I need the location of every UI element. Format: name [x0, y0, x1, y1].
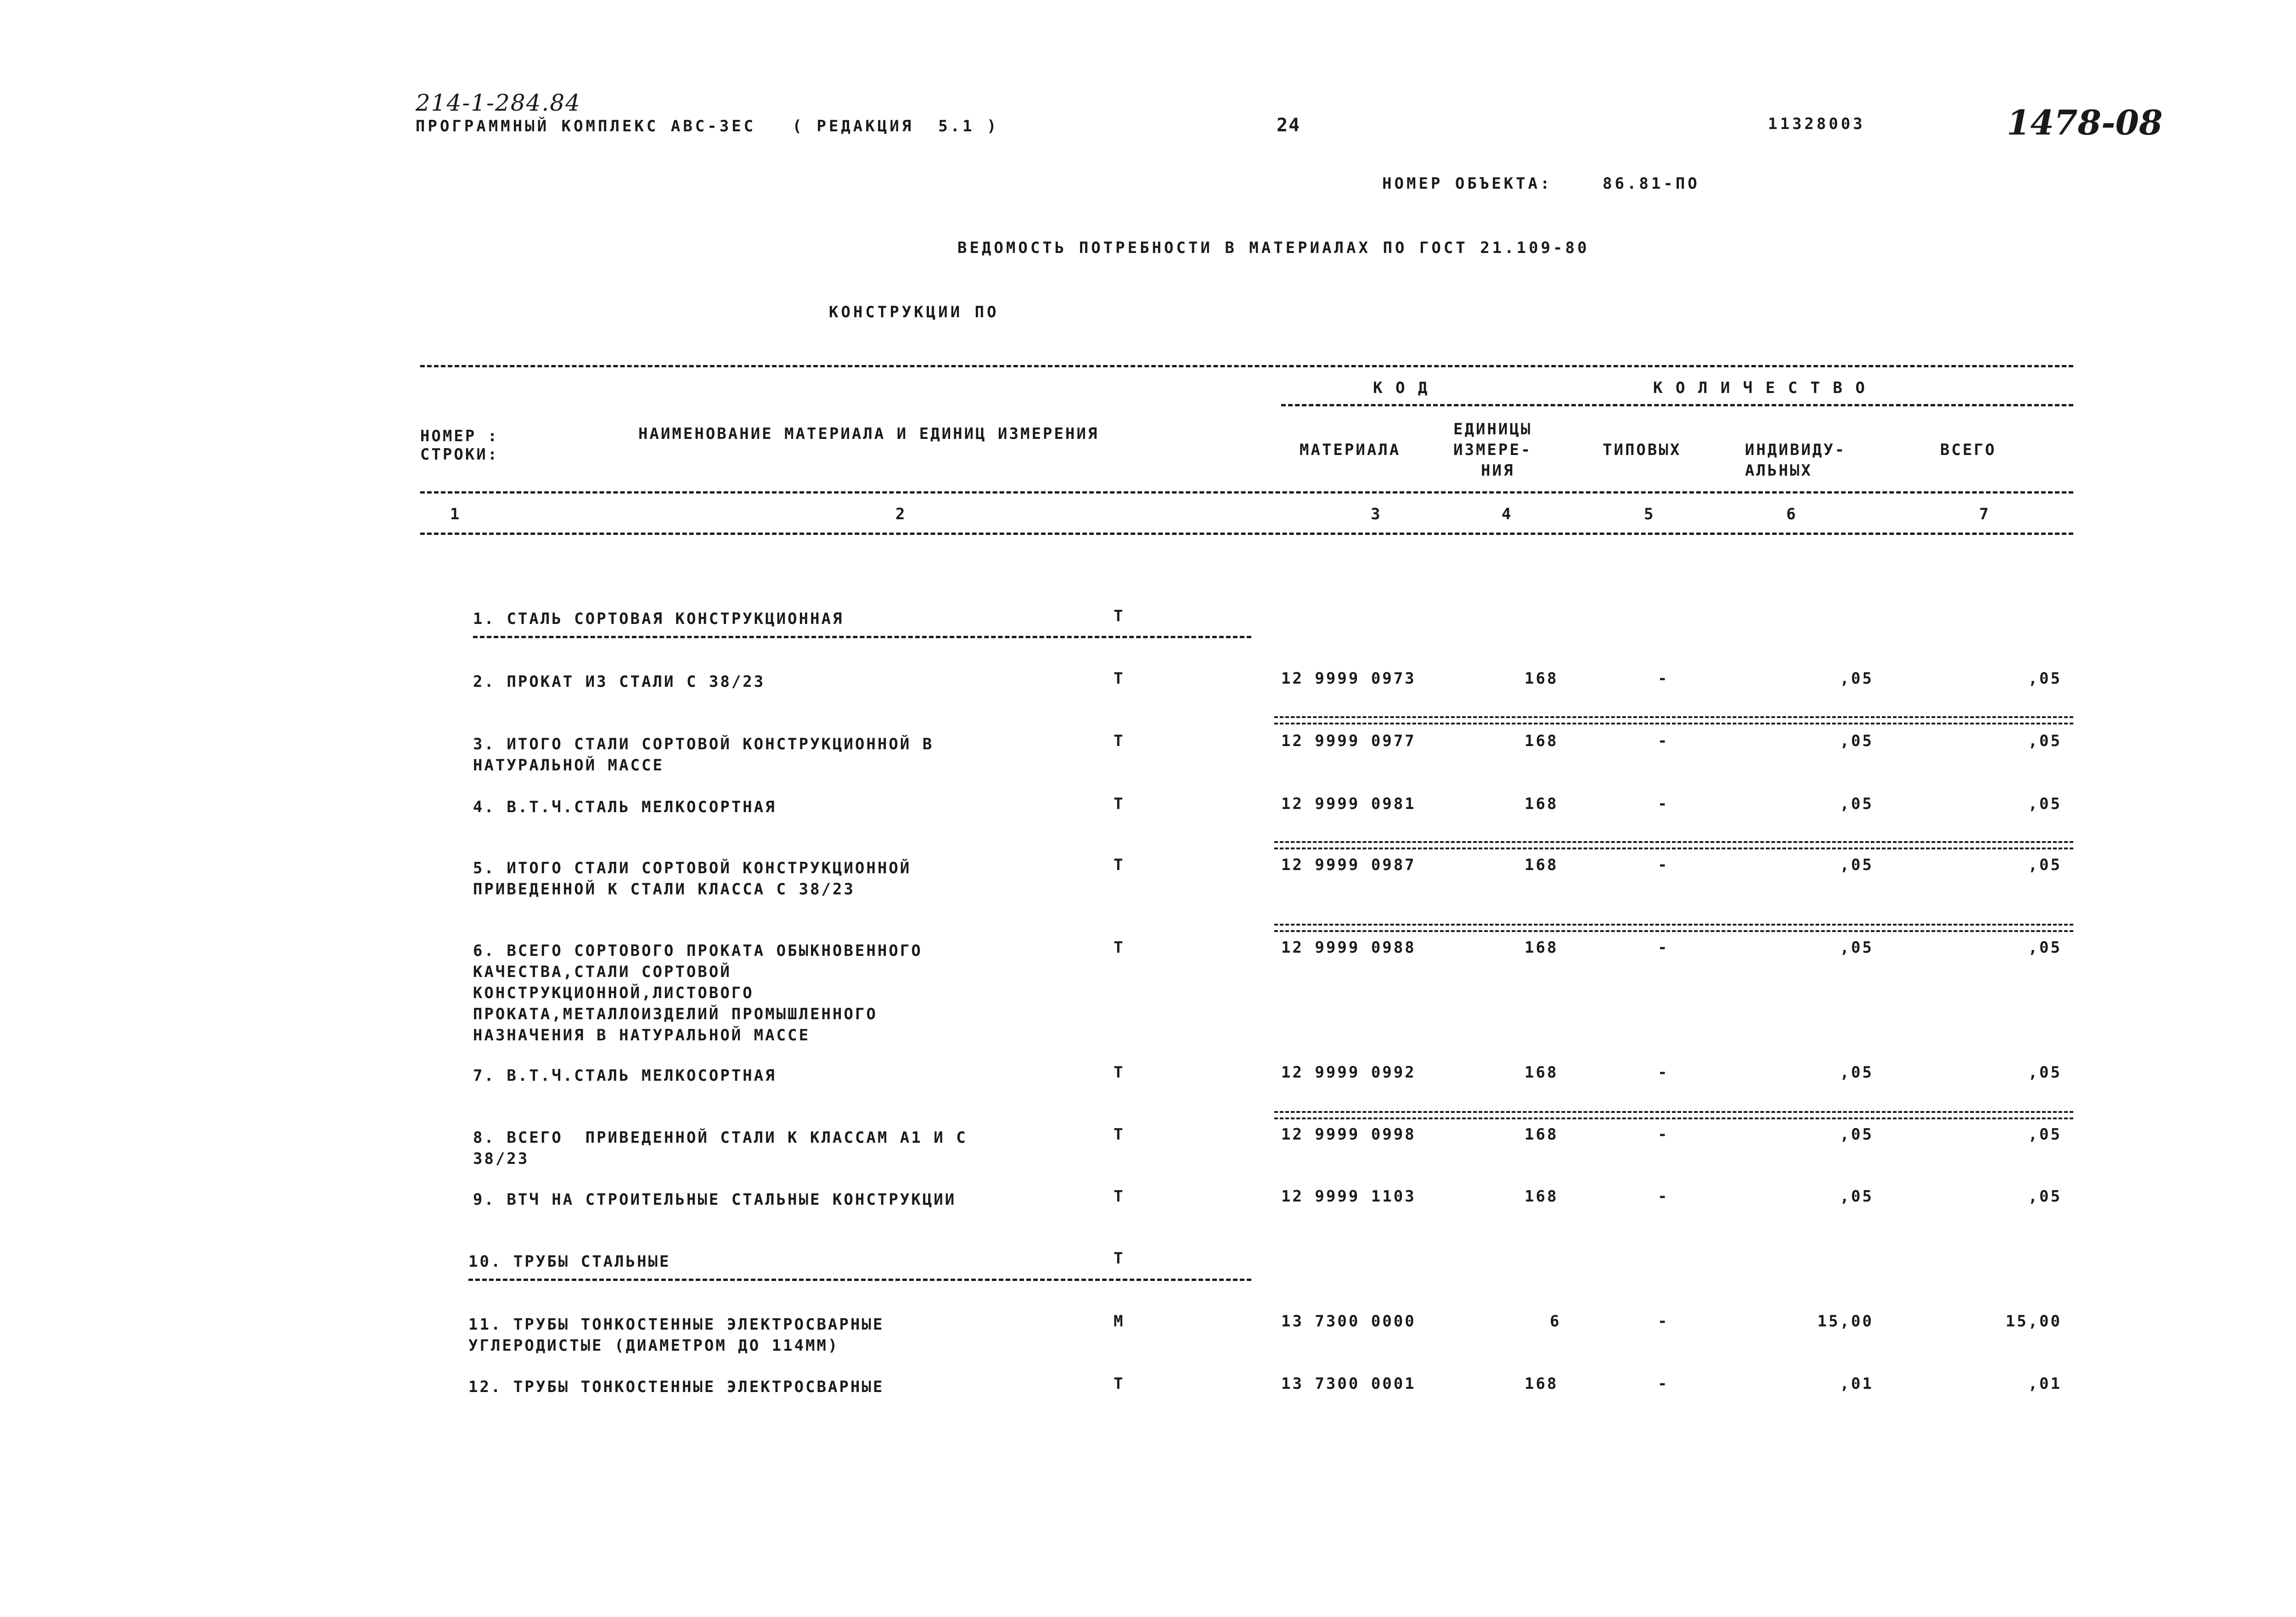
row-8-code: 12 9999 0998	[1281, 1125, 1416, 1144]
row-7-num: 7.	[473, 1067, 495, 1085]
group-qty-header: К О Л И Ч Е С Т В О	[1653, 379, 1867, 397]
col-number-6: 6	[1786, 505, 1798, 523]
row-12-unit: Т	[1114, 1375, 1125, 1393]
row-9-code: 12 9999 1103	[1281, 1187, 1416, 1206]
col-indiv-header-2: АЛЬНЫХ	[1745, 461, 1812, 480]
row-3-total: ,05	[2028, 732, 2062, 750]
row-11-name: 11. ТРУБЫ ТОНКОСТЕННЫЕ ЭЛЕКТРОСВАРНЫЕ УГЛЕРОДИСТЫЕ (ДИАМЕТРОМ ДО 114ММ)	[468, 1315, 884, 1355]
row-10-name: 10. ТРУБЫ СТАЛЬНЫЕ	[468, 1252, 671, 1271]
row-3-num: 3.	[473, 735, 495, 753]
row-5-unit-code: 168	[1525, 856, 1559, 874]
row-2-total: ,05	[2028, 669, 2062, 688]
row-12-code: 13 7300 0001	[1281, 1375, 1416, 1393]
program-line: ПРОГРАММНЫЙ КОМПЛЕКС АВС-3ЕС ( РЕДАКЦИЯ 5.1 )	[416, 117, 999, 135]
row-6-unit-code: 168	[1525, 938, 1559, 957]
row-3-unit-code: 168	[1525, 732, 1559, 750]
row-4-num: 4.	[473, 798, 495, 816]
col-number-3: 3	[1371, 505, 1382, 523]
row-5-num: 5.	[473, 859, 495, 877]
col-unit-header-3: НИЯ	[1481, 461, 1515, 480]
row-11-code: 13 7300 0000	[1281, 1312, 1416, 1331]
row-2-unit-code: 168	[1525, 669, 1559, 688]
row-2-code: 12 9999 0973	[1281, 669, 1416, 688]
row-9-indiv: ,05	[1840, 1187, 1874, 1206]
row-11-unit-code: 6	[1550, 1312, 1561, 1331]
row-7-total: ,05	[2028, 1063, 2062, 1082]
row-2-indiv: ,05	[1840, 669, 1874, 688]
col-unit-header-1: ЕДИНИЦЫ	[1453, 420, 1532, 438]
row-5-name: 5. ИТОГО СТАЛИ СОРТОВОЙ КОНСТРУКЦИОННОЙ ПРИВЕДЕННОЙ К СТАЛИ КЛАССА С 38/23	[473, 859, 912, 898]
subtotal-rule-1	[1274, 716, 2073, 724]
row-7-name: 7. В.Т.Ч.СТАЛЬ МЕЛКОСОРТНАЯ	[473, 1067, 777, 1085]
row-7-typical: -	[1658, 1063, 1669, 1082]
row-5-indiv: ,05	[1840, 856, 1874, 874]
doc-id: 11328003	[1768, 115, 1865, 133]
stamp-number: 1478-08	[2007, 103, 2163, 143]
row-11-num: 11.	[468, 1315, 502, 1334]
row-10-underline	[468, 1279, 1251, 1281]
row-9-num: 9.	[473, 1190, 495, 1209]
col-row-num-header-1: НОМЕР :	[420, 427, 499, 445]
row-11-unit: М	[1114, 1312, 1125, 1331]
row-5-typical: -	[1658, 856, 1669, 874]
col-unit-header-2: ИЗМЕРЕ-	[1453, 441, 1532, 459]
row-7-unit: Т	[1114, 1063, 1125, 1082]
doc-code: 214-1-284.84	[416, 90, 581, 116]
row-3-typical: -	[1658, 732, 1669, 750]
col-indiv-header-1: ИНДИВИДУ-	[1745, 441, 1846, 459]
row-3-code: 12 9999 0977	[1281, 732, 1416, 750]
row-9-total: ,05	[2028, 1187, 2062, 1206]
row-5-total: ,05	[2028, 856, 2062, 874]
group-code-header: К О Д	[1373, 379, 1429, 397]
row-8-indiv: ,05	[1840, 1125, 1874, 1144]
row-8-typical: -	[1658, 1125, 1669, 1144]
col-typical-header: ТИПОВЫХ	[1603, 441, 1682, 459]
row-9-unit: Т	[1114, 1187, 1125, 1206]
page-title: ВЕДОМОСТЬ ПОТРЕБНОСТИ В МАТЕРИАЛАХ ПО ГОСТ 21.109-80	[957, 239, 1590, 257]
subtotal-rule-4	[1274, 1111, 2073, 1119]
group-rule	[1281, 404, 2073, 406]
page-number: 24	[1277, 115, 1301, 136]
row-8-num: 8.	[473, 1129, 495, 1147]
row-4-indiv: ,05	[1840, 795, 1874, 813]
row-8-unit-code: 168	[1525, 1125, 1559, 1144]
row-4-typical: -	[1658, 795, 1669, 813]
header-bottom-rule	[420, 533, 2073, 535]
object-value: 86.81-ПО	[1603, 174, 1700, 193]
col-name-header: НАИМЕНОВАНИЕ МАТЕРИАЛА И ЕДИНИЦ ИЗМЕРЕНИЯ	[638, 425, 1099, 443]
row-6-indiv: ,05	[1840, 938, 1874, 957]
subtotal-rule-3	[1274, 924, 2073, 932]
row-12-typical: -	[1658, 1375, 1669, 1393]
row-7-indiv: ,05	[1840, 1063, 1874, 1082]
row-3-name: 3. ИТОГО СТАЛИ СОРТОВОЙ КОНСТРУКЦИОННОЙ В НАТУРАЛЬНОЙ МАССЕ	[473, 735, 934, 775]
row-4-unit: Т	[1114, 795, 1125, 813]
row-5-unit: Т	[1114, 856, 1125, 874]
row-2-name: 2. ПРОКАТ ИЗ СТАЛИ С 38/23	[473, 673, 765, 691]
row-6-total: ,05	[2028, 938, 2062, 957]
row-8-unit: Т	[1114, 1125, 1125, 1144]
row-11-total: 15,00	[2005, 1312, 2062, 1331]
col-material-header: МАТЕРИАЛА	[1300, 441, 1401, 459]
row-4-name: 4. В.Т.Ч.СТАЛЬ МЕЛКОСОРТНАЯ	[473, 798, 777, 816]
row-6-name: 6. ВСЕГО СОРТОВОГО ПРОКАТА ОБЫКНОВЕННОГО КАЧЕСТВА,СТАЛИ СОРТОВОЙ КОНСТРУКЦИОННОЙ,ЛИСТОВОГО ПРОКАТА,МЕТАЛЛОИЗДЕЛИЙ ПРОМЫШЛЕННОГО НАЗНАЧЕНИЯ В НАТУРАЛЬНОЙ МАССЕ	[473, 942, 923, 1044]
col-number-7: 7	[1979, 505, 1991, 523]
row-1-name: 1. СТАЛЬ СОРТОВАЯ КОНСТРУКЦИОННАЯ	[473, 610, 844, 628]
row-6-typical: -	[1658, 938, 1669, 957]
col-row-num-header-2: СТРОКИ:	[420, 445, 499, 464]
row-1-underline	[473, 636, 1251, 638]
row-12-unit-code: 168	[1525, 1375, 1559, 1393]
row-6-code: 12 9999 0988	[1281, 938, 1416, 957]
col-number-2: 2	[895, 505, 907, 523]
row-9-unit-code: 168	[1525, 1187, 1559, 1206]
page-subtitle: КОНСТРУКЦИИ ПО	[829, 303, 999, 321]
row-4-total: ,05	[2028, 795, 2062, 813]
table-top-rule	[420, 365, 2073, 367]
col-total-header: ВСЕГО	[1940, 441, 1997, 459]
row-10-num: 10.	[468, 1252, 502, 1271]
row-3-indiv: ,05	[1840, 732, 1874, 750]
row-3-unit: Т	[1114, 732, 1125, 750]
row-11-indiv: 15,00	[1817, 1312, 1874, 1331]
row-10-unit: Т	[1114, 1249, 1125, 1268]
row-12-total: ,01	[2028, 1375, 2062, 1393]
object-label: НОМЕР ОБЪЕКТА:	[1382, 174, 1553, 193]
row-9-name: 9. ВТЧ НА СТРОИТЕЛЬНЫЕ СТАЛЬНЫЕ КОНСТРУКЦИИ	[473, 1190, 957, 1209]
row-7-unit-code: 168	[1525, 1063, 1559, 1082]
row-8-total: ,05	[2028, 1125, 2062, 1144]
row-7-code: 12 9999 0992	[1281, 1063, 1416, 1082]
row-1-num: 1.	[473, 610, 495, 628]
row-2-typical: -	[1658, 669, 1669, 688]
row-12-indiv: ,01	[1840, 1375, 1874, 1393]
col-number-4: 4	[1502, 505, 1513, 523]
row-6-unit: Т	[1114, 938, 1125, 957]
row-4-unit-code: 168	[1525, 795, 1559, 813]
row-8-name: 8. ВСЕГО ПРИВЕДЕННОЙ СТАЛИ К КЛАССАМ А1 И С 38/23	[473, 1129, 968, 1168]
row-4-code: 12 9999 0981	[1281, 795, 1416, 813]
row-9-typical: -	[1658, 1187, 1669, 1206]
row-6-num: 6.	[473, 942, 495, 960]
row-5-code: 12 9999 0987	[1281, 856, 1416, 874]
row-11-typical: -	[1658, 1312, 1669, 1331]
row-1-unit: Т	[1114, 607, 1125, 625]
col-number-5: 5	[1644, 505, 1655, 523]
col-number-1: 1	[450, 505, 461, 523]
row-2-num: 2.	[473, 673, 495, 691]
row-12-num: 12.	[468, 1378, 502, 1396]
row-2-unit: Т	[1114, 669, 1125, 688]
row-12-name: 12. ТРУБЫ ТОНКОСТЕННЫЕ ЭЛЕКТРОСВАРНЫЕ	[468, 1378, 884, 1396]
subtotal-rule-2	[1274, 841, 2073, 849]
header-rule	[420, 491, 2073, 494]
